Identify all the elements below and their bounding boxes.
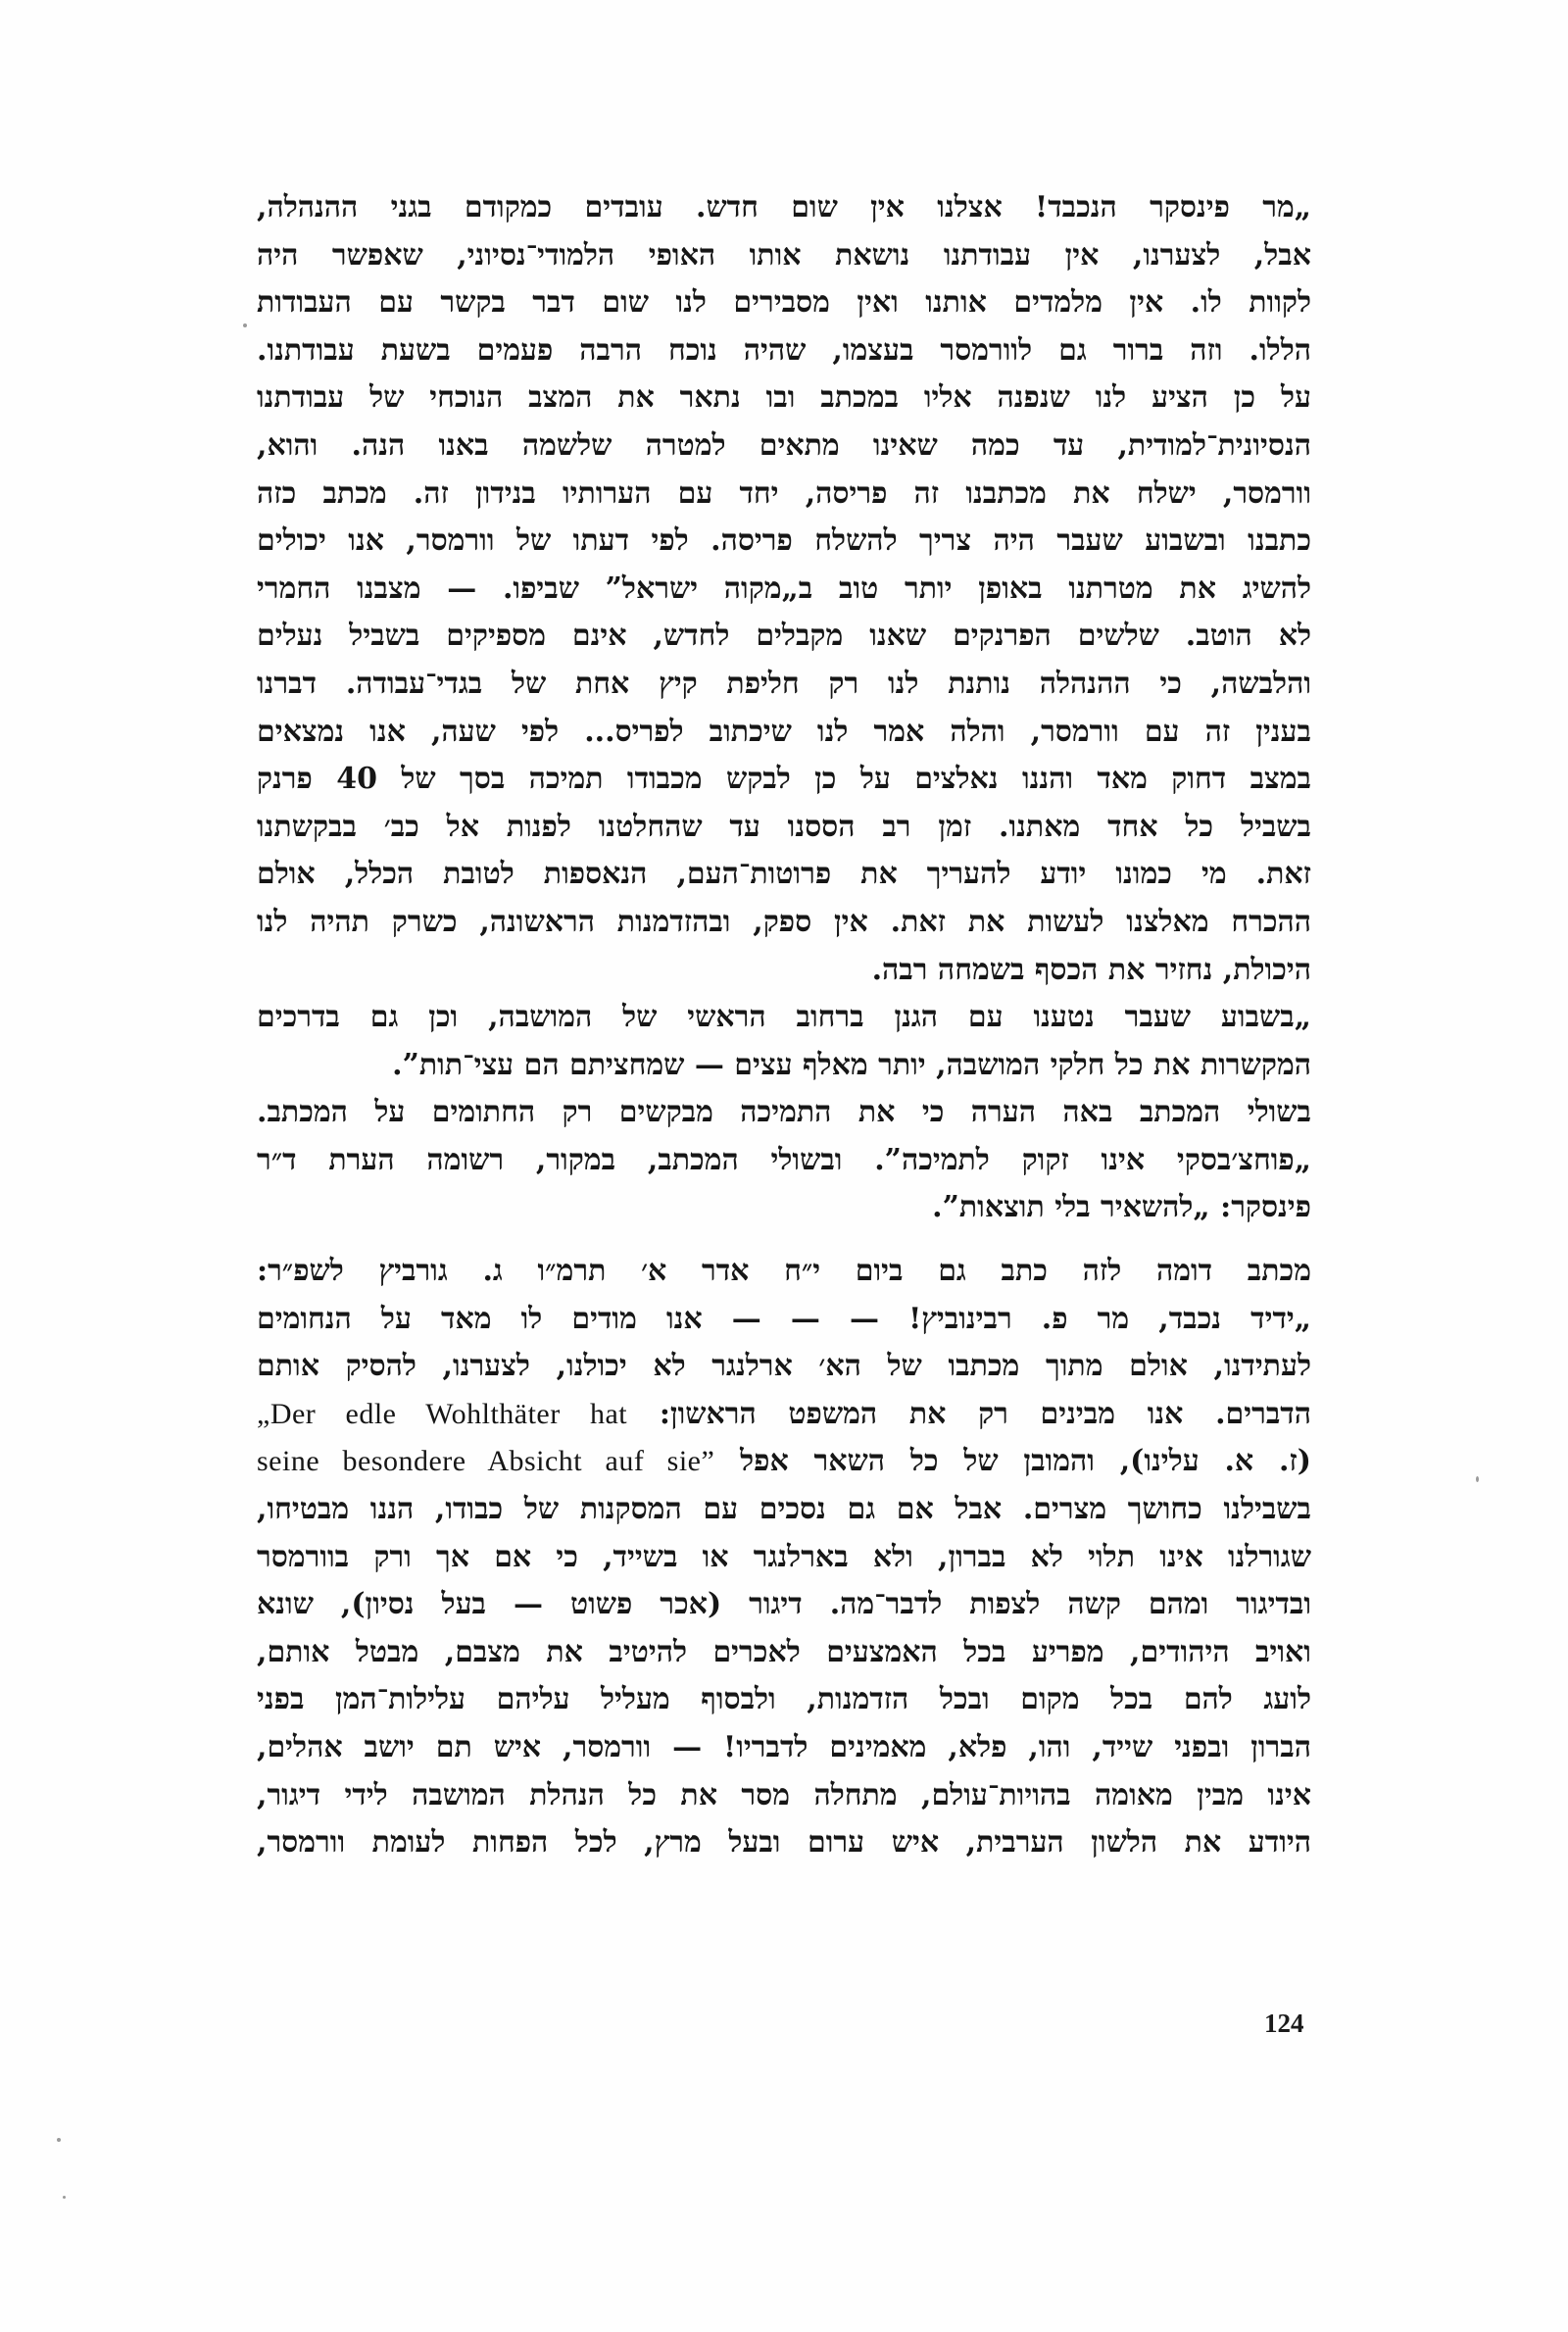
- text-line: בשביל כל אחד מאתנו. זמן רב הססנו עד שהחלטנו לפנות אל כב׳ בבקשתנו: [257, 809, 1311, 844]
- text-line: „ידיד נכבד, מר פ. רבינוביץ! — — — אנו מודים לו מאד על הנחומים: [257, 1301, 1311, 1336]
- text-line: לעתידנו, אולם מתוך מכתבו של הא׳ ארלנגר לא יכולנו, לצערנו, להסיק אותם: [257, 1349, 1311, 1384]
- text-line-mixed: [257, 1438, 1311, 1486]
- body-text: [257, 184, 1311, 1867]
- text-line: „פוחצ׳בסקי אינו זקוק לתמיכה”. ובשולי המכתב, במקור, רשומה הערת ד״ר: [257, 1142, 1311, 1177]
- german-quote: „Der edle Wohlthäter hat: [257, 1397, 628, 1430]
- text-line: לועג להם בכל מקום ובכל הזדמנות, ולבסוף מעליל עליהם עלילות־המן בפני: [257, 1682, 1311, 1717]
- scan-speck: [243, 323, 247, 327]
- text-line: בשולי המכתב באה הערה כי את התמיכה מבקשים רק החתומים על המכתב.: [257, 1095, 1311, 1130]
- text-line: ואויב היהודים, מפריע בכל האמצעים לאכרים להיטיב את מצבם, מבטל אותם,: [257, 1634, 1311, 1669]
- text-line: שגורלנו אינו תלוי לא בברון, ולא בארלנגר או בשייד, כי אם אך ורק בוורמסר: [257, 1539, 1311, 1574]
- text-line: המקשרות את כל חלקי המושבה, יותר מאלף עצים — שמחציתם הם עצי־תות”.: [392, 1047, 1311, 1082]
- german-quote: seine besondere Absicht auf sie”: [257, 1445, 715, 1478]
- text-line: בשבילנו כחושך מצרים. אבל אם גם נסכים עם המסקנות של כבודו, הננו מבטיחו,: [257, 1492, 1311, 1527]
- text-line: ההכרח מאלצנו לעשות את זאת. אין ספק, ובהזדמנות הראשונה, כשרק תהיה לנו: [257, 904, 1311, 939]
- text-line: כתבנו ובשבוע שעבר היה צריך להשלח פריסה. לפי דעתו של וורמסר, אנו יכולים: [257, 523, 1311, 559]
- text-line: לא הוטב. שלשים הפרנקים שאנו מקבלים לחדש, אינם מספיקים בשביל נעלים: [257, 619, 1311, 654]
- text-line: להשיג את מטרתנו באופן יותר טוב ב„מקוה ישראל” שביפו. — מצבנו החמרי: [257, 571, 1311, 606]
- text-line: ובדיגור ומהם קשה לצפות לדבר־מה. דיגור (אכר פשוט — בעל נסיון), שונא: [257, 1587, 1311, 1622]
- text-line: והלבשה, כי ההנהלה נותנת לנו רק חליפת קיץ אחת של בגדי־עבודה. דברנו: [257, 666, 1311, 701]
- text-line: בענין זה עם וורמסר, והלה אמר לנו שיכתוב לפריס... לפי שעה, אנו נמצאים: [257, 714, 1311, 749]
- text-line: אבל, לצערנו, אין עבודתנו נושאת אותו האופי הלמודי־נסיוני, שאפשר היה: [257, 237, 1311, 273]
- text-line-mixed: [257, 1391, 1311, 1439]
- text-line: לקוות לו. אין מלמדים אותנו ואין מסבירים לנו שום דבר בקשר עם העבודות: [257, 285, 1311, 321]
- text-line: הברון ובפני שייד, והו, פלא, מאמינים לדבריו! — וורמסר, איש תם יושב אהלים,: [257, 1730, 1311, 1764]
- text-line: היכולת, נחזיר את הכסף בשמחה רבה.: [871, 952, 1311, 987]
- text-line: מכתב דומה לזה כתב גם ביום י״ח אדר א׳ תרמ״ו ג. גורביץ לשפ״ר:: [257, 1254, 1311, 1289]
- page-number: 124: [1264, 2009, 1304, 2038]
- text-line: „מר פינסקר הנכבד! אצלנו אין שום חדש. עובדים כמקודם בגני ההנהלה,: [257, 190, 1311, 224]
- text-line: „בשבוע שעבר נטענו עם הגנן ברחוב הראשי של המושבה, וכן גם בדרכים: [257, 1000, 1311, 1035]
- text-line: הנסיונית־למודית, עד כמה שאינו מתאים למטרה שלשמה באנו הנה. והוא,: [257, 427, 1311, 463]
- scan-speck: [63, 2196, 66, 2199]
- text-line: על כן הציע לנו שנפנה אליו במכתב ובו נתאר את המצב הנוכחי של עבודתנו: [257, 380, 1311, 416]
- text-line: היודע את הלשון הערבית, איש ערום ובעל מרץ, לכל הפחות לעומת וורמסר,: [257, 1825, 1311, 1861]
- hebrew-segment: (ז. א. עלינו), והמובן של כל השאר אפל: [740, 1444, 1311, 1479]
- hebrew-segment: הדברים. אנו מבינים רק את המשפט הראשון:: [659, 1396, 1311, 1431]
- text-line: פינסקר: „להשאיר בלי תוצאות”.: [932, 1190, 1311, 1225]
- scan-speck: [57, 2138, 61, 2142]
- text-line: אינו מבין מאומה בהויות־עולם, מתחלה מסר את כל הנהלת המושבה לידי דיגור,: [257, 1777, 1311, 1812]
- paragraph-gap: [257, 1232, 1311, 1248]
- text-line: במצב דחוק מאד והננו נאלצים על כן לבקש מכבודו תמיכה בסך של 40 פרנק: [257, 762, 1311, 797]
- text-line: הללו. וזה ברור גם לוורמסר בעצמו, שהיה נוכח הרבה פעמים בשעת עבודתנו.: [257, 332, 1311, 368]
- text-line: זאת. מי כמונו יודע להעריך את פרוטות־העם, הנאספות לטובת הכלל, אולם: [257, 857, 1311, 892]
- scan-speck: [1476, 1476, 1479, 1482]
- text-line: וורמסר, ישלח את מכתבנו זה פריסה, יחד עם הערותיו בנידון זה. מכתב כזה: [257, 475, 1311, 511]
